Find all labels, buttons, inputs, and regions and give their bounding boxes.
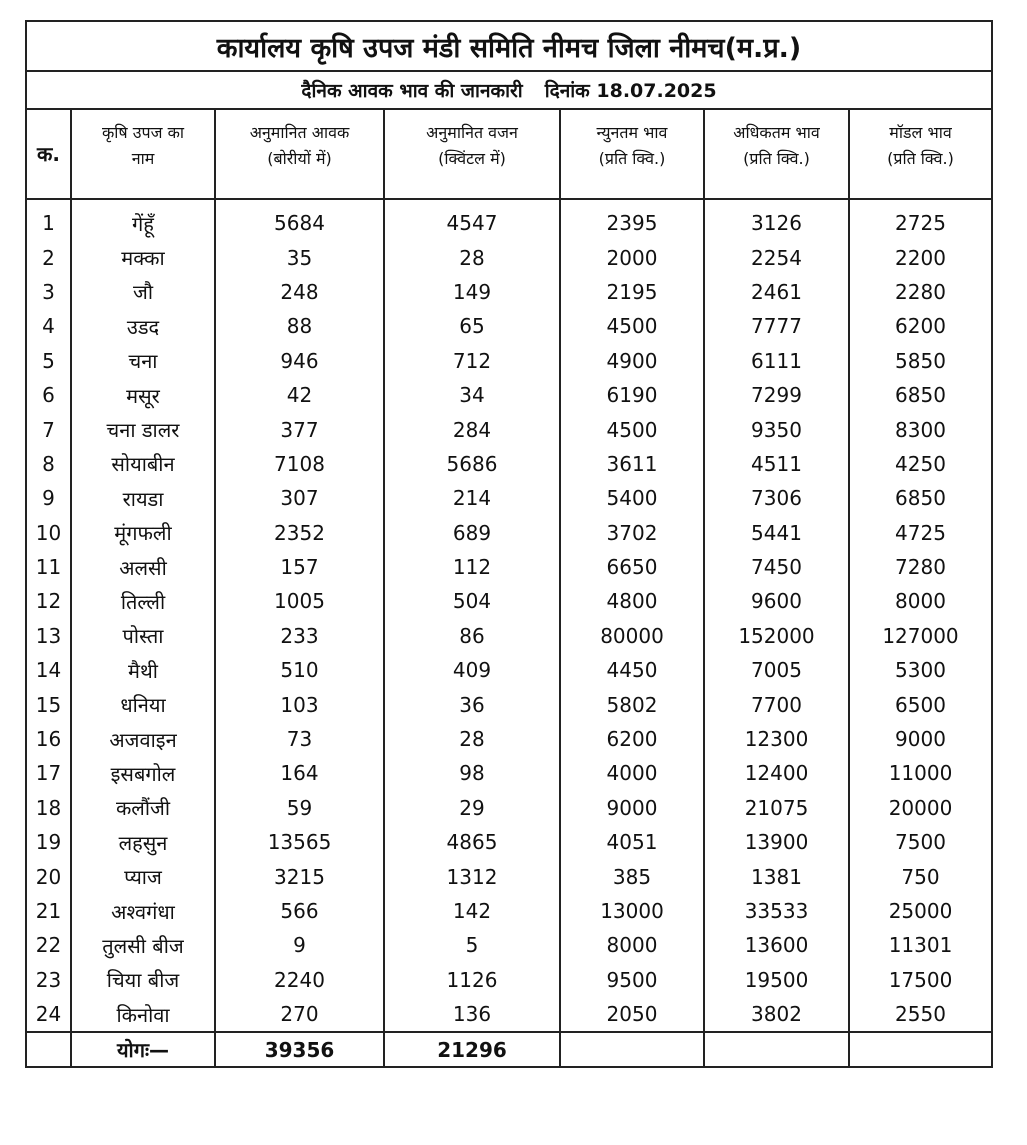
header-serial: क. bbox=[26, 109, 71, 199]
weight-cell: 28 bbox=[384, 722, 560, 756]
min-price-cell: 2000 bbox=[560, 240, 704, 274]
total-arrival: 39356 bbox=[215, 1032, 384, 1067]
arrival-cell: 73 bbox=[215, 722, 384, 756]
serial-cell: 22 bbox=[26, 928, 71, 962]
table-row bbox=[26, 791, 992, 825]
header-modal-price bbox=[849, 109, 992, 199]
min-price-cell: 4800 bbox=[560, 584, 704, 618]
commodity-name-cell: उडद bbox=[71, 309, 215, 343]
weight-cell: 284 bbox=[384, 412, 560, 446]
weight-cell: 34 bbox=[384, 378, 560, 412]
min-price-cell: 8000 bbox=[560, 928, 704, 962]
modal-price-cell: 127000 bbox=[849, 619, 992, 653]
weight-cell: 112 bbox=[384, 550, 560, 584]
weight-cell: 36 bbox=[384, 687, 560, 721]
weight-cell: 98 bbox=[384, 756, 560, 790]
table-row bbox=[26, 653, 992, 687]
weight-cell: 29 bbox=[384, 791, 560, 825]
table-row bbox=[26, 240, 992, 274]
commodity-name-cell: चना bbox=[71, 344, 215, 378]
table-row bbox=[26, 928, 992, 962]
header-max-price-line2: (प्रति क्वि.) bbox=[743, 149, 810, 168]
weight-cell: 142 bbox=[384, 894, 560, 928]
commodity-name-cell: रायडा bbox=[71, 481, 215, 515]
report-date: दिनांक 18.07.2025 bbox=[544, 80, 717, 102]
arrival-cell: 35 bbox=[215, 240, 384, 274]
title-row bbox=[26, 21, 992, 71]
modal-price-cell: 8000 bbox=[849, 584, 992, 618]
min-price-cell: 4500 bbox=[560, 412, 704, 446]
commodity-name-cell: किनोवा bbox=[71, 997, 215, 1032]
modal-price-cell: 11301 bbox=[849, 928, 992, 962]
commodity-name-cell: मैथी bbox=[71, 653, 215, 687]
total-modal-price-cell bbox=[849, 1032, 992, 1067]
min-price-cell: 4900 bbox=[560, 344, 704, 378]
commodity-name-cell: लहसुन bbox=[71, 825, 215, 859]
commodity-name-cell: मक्का bbox=[71, 240, 215, 274]
header-modal-price-line2: (प्रति क्वि.) bbox=[887, 149, 954, 168]
arrival-cell: 103 bbox=[215, 687, 384, 721]
header-commodity-line2: नाम bbox=[131, 149, 155, 168]
modal-price-cell: 8300 bbox=[849, 412, 992, 446]
table-row bbox=[26, 275, 992, 309]
serial-cell: 16 bbox=[26, 722, 71, 756]
max-price-cell: 7306 bbox=[704, 481, 849, 515]
modal-price-cell: 2280 bbox=[849, 275, 992, 309]
arrival-cell: 2352 bbox=[215, 516, 384, 550]
table-row bbox=[26, 309, 992, 343]
modal-price-cell: 20000 bbox=[849, 791, 992, 825]
max-price-cell: 7777 bbox=[704, 309, 849, 343]
total-label: योगः— bbox=[71, 1032, 215, 1067]
arrival-cell: 510 bbox=[215, 653, 384, 687]
total-weight: 21296 bbox=[384, 1032, 560, 1067]
weight-cell: 136 bbox=[384, 997, 560, 1032]
arrival-cell: 7108 bbox=[215, 447, 384, 481]
serial-cell: 12 bbox=[26, 584, 71, 618]
serial-cell: 15 bbox=[26, 687, 71, 721]
table-row bbox=[26, 344, 992, 378]
table-row bbox=[26, 481, 992, 515]
total-serial-cell bbox=[26, 1032, 71, 1067]
weight-cell: 712 bbox=[384, 344, 560, 378]
serial-cell: 1 bbox=[26, 199, 71, 240]
commodity-name-cell: सोयाबीन bbox=[71, 447, 215, 481]
min-price-cell: 6190 bbox=[560, 378, 704, 412]
commodity-name-cell: पोस्ता bbox=[71, 619, 215, 653]
modal-price-cell: 2200 bbox=[849, 240, 992, 274]
serial-cell: 5 bbox=[26, 344, 71, 378]
min-price-cell: 4500 bbox=[560, 309, 704, 343]
report-label: दैनिक आवक भाव की जानकारी bbox=[301, 80, 523, 102]
commodity-name-cell: प्याज bbox=[71, 859, 215, 893]
modal-price-cell: 6850 bbox=[849, 378, 992, 412]
weight-cell: 149 bbox=[384, 275, 560, 309]
arrival-cell: 5684 bbox=[215, 199, 384, 240]
weight-cell: 4547 bbox=[384, 199, 560, 240]
weight-cell: 1312 bbox=[384, 859, 560, 893]
serial-cell: 11 bbox=[26, 550, 71, 584]
max-price-cell: 4511 bbox=[704, 447, 849, 481]
arrival-cell: 9 bbox=[215, 928, 384, 962]
commodity-name-cell: अलसी bbox=[71, 550, 215, 584]
mandi-rates-table bbox=[25, 20, 993, 1068]
modal-price-cell: 5300 bbox=[849, 653, 992, 687]
max-price-cell: 7450 bbox=[704, 550, 849, 584]
modal-price-cell: 6500 bbox=[849, 687, 992, 721]
table-row bbox=[26, 756, 992, 790]
min-price-cell: 9500 bbox=[560, 963, 704, 997]
arrival-cell: 233 bbox=[215, 619, 384, 653]
modal-price-cell: 9000 bbox=[849, 722, 992, 756]
max-price-cell: 13900 bbox=[704, 825, 849, 859]
modal-price-cell: 4250 bbox=[849, 447, 992, 481]
serial-cell: 20 bbox=[26, 859, 71, 893]
modal-price-cell: 2550 bbox=[849, 997, 992, 1032]
min-price-cell: 2050 bbox=[560, 997, 704, 1032]
max-price-cell: 6111 bbox=[704, 344, 849, 378]
table-row bbox=[26, 687, 992, 721]
header-modal-price-line1: मॉडल भाव bbox=[889, 123, 952, 142]
commodity-name-cell: तुलसी बीज bbox=[71, 928, 215, 962]
weight-cell: 689 bbox=[384, 516, 560, 550]
commodity-name-cell: अश्वगंधा bbox=[71, 894, 215, 928]
modal-price-cell: 25000 bbox=[849, 894, 992, 928]
header-weight-line2: (क्विंटल में) bbox=[438, 149, 506, 168]
arrival-cell: 377 bbox=[215, 412, 384, 446]
modal-price-cell: 17500 bbox=[849, 963, 992, 997]
column-header-row bbox=[26, 109, 992, 199]
serial-cell: 21 bbox=[26, 894, 71, 928]
max-price-cell: 33533 bbox=[704, 894, 849, 928]
modal-price-cell: 7280 bbox=[849, 550, 992, 584]
header-arrival bbox=[215, 109, 384, 199]
table-row bbox=[26, 550, 992, 584]
max-price-cell: 7005 bbox=[704, 653, 849, 687]
table-row bbox=[26, 199, 992, 240]
serial-cell: 14 bbox=[26, 653, 71, 687]
min-price-cell: 4051 bbox=[560, 825, 704, 859]
max-price-cell: 3802 bbox=[704, 997, 849, 1032]
table-row bbox=[26, 997, 992, 1032]
arrival-cell: 3215 bbox=[215, 859, 384, 893]
arrival-cell: 307 bbox=[215, 481, 384, 515]
max-price-cell: 12400 bbox=[704, 756, 849, 790]
max-price-cell: 13600 bbox=[704, 928, 849, 962]
header-commodity bbox=[71, 109, 215, 199]
serial-cell: 3 bbox=[26, 275, 71, 309]
weight-cell: 214 bbox=[384, 481, 560, 515]
weight-cell: 4865 bbox=[384, 825, 560, 859]
serial-cell: 13 bbox=[26, 619, 71, 653]
min-price-cell: 13000 bbox=[560, 894, 704, 928]
min-price-cell: 6650 bbox=[560, 550, 704, 584]
arrival-cell: 42 bbox=[215, 378, 384, 412]
commodity-name-cell: तिल्ली bbox=[71, 584, 215, 618]
commodity-name-cell: चना डालर bbox=[71, 412, 215, 446]
modal-price-cell: 11000 bbox=[849, 756, 992, 790]
table-row bbox=[26, 722, 992, 756]
serial-cell: 4 bbox=[26, 309, 71, 343]
modal-price-cell: 2725 bbox=[849, 199, 992, 240]
min-price-cell: 9000 bbox=[560, 791, 704, 825]
min-price-cell: 3702 bbox=[560, 516, 704, 550]
min-price-cell: 2395 bbox=[560, 199, 704, 240]
header-commodity-line1: कृषि उपज का bbox=[101, 123, 184, 142]
commodity-name-cell: इसबगोल bbox=[71, 756, 215, 790]
weight-cell: 504 bbox=[384, 584, 560, 618]
modal-price-cell: 5850 bbox=[849, 344, 992, 378]
min-price-cell: 80000 bbox=[560, 619, 704, 653]
header-min-price bbox=[560, 109, 704, 199]
table-row bbox=[26, 516, 992, 550]
commodity-name-cell: कलौंजी bbox=[71, 791, 215, 825]
report-subtitle bbox=[26, 71, 992, 109]
max-price-cell: 7299 bbox=[704, 378, 849, 412]
arrival-cell: 88 bbox=[215, 309, 384, 343]
max-price-cell: 3126 bbox=[704, 199, 849, 240]
arrival-cell: 248 bbox=[215, 275, 384, 309]
min-price-cell: 2195 bbox=[560, 275, 704, 309]
serial-cell: 7 bbox=[26, 412, 71, 446]
weight-cell: 5 bbox=[384, 928, 560, 962]
serial-cell: 9 bbox=[26, 481, 71, 515]
arrival-cell: 157 bbox=[215, 550, 384, 584]
serial-cell: 24 bbox=[26, 997, 71, 1032]
header-max-price bbox=[704, 109, 849, 199]
commodity-name-cell: अजवाइन bbox=[71, 722, 215, 756]
min-price-cell: 3611 bbox=[560, 447, 704, 481]
table-row bbox=[26, 412, 992, 446]
serial-cell: 8 bbox=[26, 447, 71, 481]
serial-cell: 2 bbox=[26, 240, 71, 274]
min-price-cell: 4450 bbox=[560, 653, 704, 687]
table-row bbox=[26, 447, 992, 481]
max-price-cell: 21075 bbox=[704, 791, 849, 825]
max-price-cell: 7700 bbox=[704, 687, 849, 721]
arrival-cell: 59 bbox=[215, 791, 384, 825]
table-body bbox=[26, 21, 992, 1067]
arrival-cell: 1005 bbox=[215, 584, 384, 618]
serial-cell: 17 bbox=[26, 756, 71, 790]
weight-cell: 1126 bbox=[384, 963, 560, 997]
subtitle-row bbox=[26, 71, 992, 109]
total-row bbox=[26, 1032, 992, 1067]
max-price-cell: 9350 bbox=[704, 412, 849, 446]
max-price-cell: 152000 bbox=[704, 619, 849, 653]
arrival-cell: 946 bbox=[215, 344, 384, 378]
header-weight bbox=[384, 109, 560, 199]
commodity-name-cell: जौ bbox=[71, 275, 215, 309]
serial-cell: 19 bbox=[26, 825, 71, 859]
table-row bbox=[26, 859, 992, 893]
header-max-price-line1: अधिकतम भाव bbox=[733, 123, 820, 142]
table-row bbox=[26, 963, 992, 997]
min-price-cell: 6200 bbox=[560, 722, 704, 756]
weight-cell: 5686 bbox=[384, 447, 560, 481]
arrival-cell: 566 bbox=[215, 894, 384, 928]
max-price-cell: 2254 bbox=[704, 240, 849, 274]
page-title: कार्यालय कृषि उपज मंडी समिति नीमच जिला नीमच(म.प्र.) bbox=[26, 21, 992, 71]
table-row bbox=[26, 825, 992, 859]
modal-price-cell: 7500 bbox=[849, 825, 992, 859]
table-row bbox=[26, 584, 992, 618]
weight-cell: 28 bbox=[384, 240, 560, 274]
weight-cell: 409 bbox=[384, 653, 560, 687]
min-price-cell: 5802 bbox=[560, 687, 704, 721]
serial-cell: 6 bbox=[26, 378, 71, 412]
commodity-name-cell: मूंगफली bbox=[71, 516, 215, 550]
weight-cell: 65 bbox=[384, 309, 560, 343]
max-price-cell: 9600 bbox=[704, 584, 849, 618]
arrival-cell: 2240 bbox=[215, 963, 384, 997]
arrival-cell: 270 bbox=[215, 997, 384, 1032]
commodity-name-cell: धनिया bbox=[71, 687, 215, 721]
max-price-cell: 19500 bbox=[704, 963, 849, 997]
modal-price-cell: 6200 bbox=[849, 309, 992, 343]
min-price-cell: 4000 bbox=[560, 756, 704, 790]
arrival-cell: 13565 bbox=[215, 825, 384, 859]
commodity-name-cell: गेंहूँ bbox=[71, 199, 215, 240]
min-price-cell: 385 bbox=[560, 859, 704, 893]
modal-price-cell: 750 bbox=[849, 859, 992, 893]
total-max-price-cell bbox=[704, 1032, 849, 1067]
serial-cell: 23 bbox=[26, 963, 71, 997]
header-min-price-line2: (प्रति क्वि.) bbox=[598, 149, 666, 168]
max-price-cell: 12300 bbox=[704, 722, 849, 756]
commodity-name-cell: मसूर bbox=[71, 378, 215, 412]
arrival-cell: 164 bbox=[215, 756, 384, 790]
table-row bbox=[26, 894, 992, 928]
weight-cell: 86 bbox=[384, 619, 560, 653]
serial-cell: 18 bbox=[26, 791, 71, 825]
serial-cell: 10 bbox=[26, 516, 71, 550]
header-min-price-line1: न्युनतम भाव bbox=[596, 123, 668, 142]
header-arrival-line1: अनुमानित आवक bbox=[249, 123, 350, 142]
commodity-name-cell: चिया बीज bbox=[71, 963, 215, 997]
modal-price-cell: 4725 bbox=[849, 516, 992, 550]
table-row bbox=[26, 378, 992, 412]
header-weight-line1: अनुमानित वजन bbox=[426, 123, 518, 142]
total-min-price-cell bbox=[560, 1032, 704, 1067]
header-arrival-line2: (बोरीयों में) bbox=[267, 149, 332, 168]
table-row bbox=[26, 619, 992, 653]
min-price-cell: 5400 bbox=[560, 481, 704, 515]
max-price-cell: 5441 bbox=[704, 516, 849, 550]
modal-price-cell: 6850 bbox=[849, 481, 992, 515]
max-price-cell: 2461 bbox=[704, 275, 849, 309]
max-price-cell: 1381 bbox=[704, 859, 849, 893]
